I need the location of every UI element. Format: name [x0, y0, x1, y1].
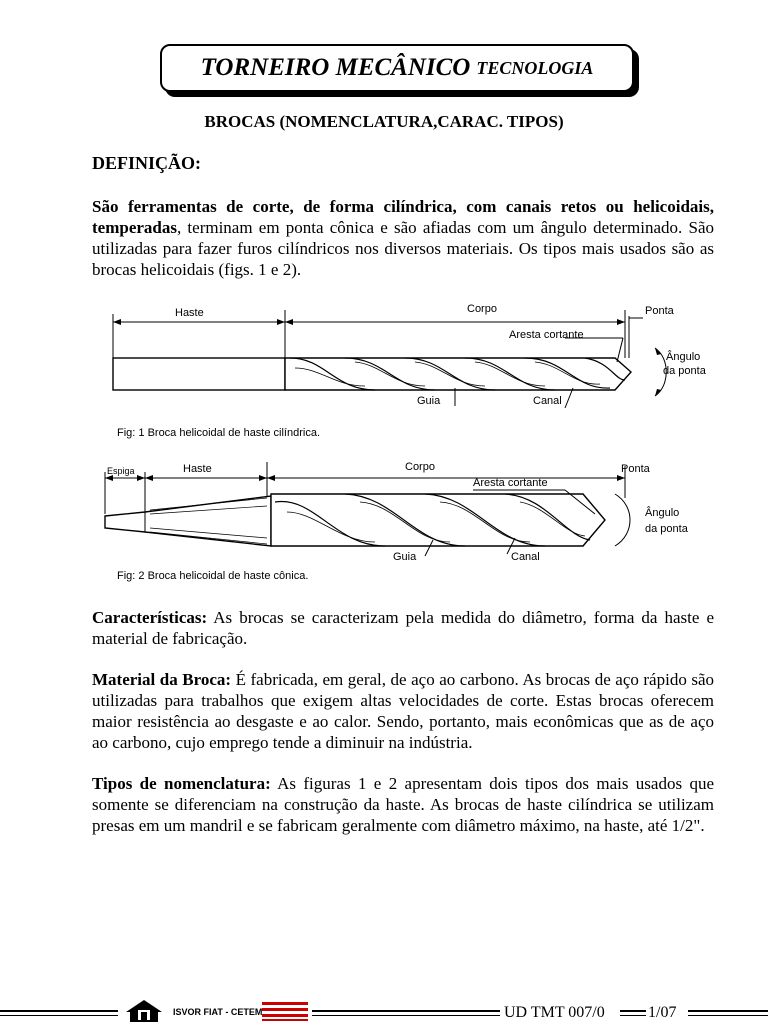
fig2-label-espiga: Espiga	[107, 466, 135, 476]
footer-page-number: 1/07	[648, 1004, 677, 1021]
material-text: É fabricada, em geral, de aço ao carbono. As brocas de aço rápido são utilizadas para trabalhos que exigem altas velocidades de corte. Estas brocas oferecem maior resistência ao desgaste e ao calor. Sendo, portanto, mais econômicas que as de aço ao carbono, cujo emprego tende a diminuir na indústria.	[92, 670, 715, 752]
caracteristicas-label: Características:	[92, 608, 208, 627]
fig1-label-angulo-2: da ponta	[663, 365, 706, 377]
fig2-label-corpo: Corpo	[405, 461, 435, 473]
fig1-label-canal: Canal	[533, 395, 562, 407]
caracteristicas-paragraph	[92, 607, 714, 649]
fig1-label-haste: Haste	[175, 307, 204, 319]
fig2-label-angulo-1: Ângulo	[645, 507, 680, 519]
definition-heading: DEFINIÇÃO:	[92, 153, 202, 173]
fig2-label-ponta: Ponta	[621, 463, 650, 475]
figure-2-drill-diagram	[95, 456, 715, 584]
fiemg-senai-logo-icon	[262, 1000, 308, 1022]
fig2-label-haste: Haste	[183, 463, 212, 475]
definition-paragraph	[92, 196, 714, 280]
tipos-label: Tipos de nomenclatura:	[92, 774, 271, 793]
header-subtitle: TECNOLOGIA	[476, 57, 594, 78]
figure-1-caption: Fig: 1 Broca helicoidal de haste cilíndrica.	[117, 427, 320, 439]
material-paragraph	[92, 669, 714, 753]
fig1-label-ponta: Ponta	[645, 305, 674, 317]
definition-bold: São ferramentas de corte, de forma cilíndrica, com canais retos ou helicoidais, temperadas	[92, 197, 714, 237]
tipos-paragraph	[92, 773, 714, 836]
document-title: BROCAS (NOMENCLATURA,CARAC. TIPOS)	[204, 112, 564, 131]
caracteristicas-text: As brocas se caracterizam pela medida do diâmetro, forma da haste e material de fabricação.	[92, 608, 714, 648]
fig1-label-corpo: Corpo	[467, 303, 497, 315]
definition-text: , terminam em ponta cônica e são afiadas com um ângulo determinado. São utilizadas para fazer furos cilíndricos nos diversos materiais. Os tipos mais usados são as brocas helicoidais (figs. 1 e 2).	[92, 218, 714, 279]
figure-2-caption: Fig: 2 Broca helicoidal de haste cônica.	[117, 570, 309, 582]
header-title: TORNEIRO MECÂNICO	[200, 54, 471, 81]
fig1-label-aresta: Aresta cortante	[509, 329, 584, 341]
figure-1-drill-diagram	[95, 296, 715, 426]
house-logo-icon	[124, 998, 164, 1024]
footer-org: ISVOR FIAT - CETEM	[173, 1007, 263, 1017]
fig2-label-guia: Guia	[393, 551, 417, 563]
fig2-label-canal: Canal	[511, 551, 540, 563]
fig1-label-angulo-1: Ângulo	[666, 351, 701, 363]
page-footer	[0, 996, 768, 1024]
tipos-text: As figuras 1 e 2 apresentam dois tipos dos mais usados que somente se diferenciam na construção da haste. As brocas de haste cilíndrica se utilizam presas em um mandril e se fabricam geralmente com diâmetro máximo, na haste, até 1/2".	[92, 774, 714, 835]
material-label: Material da Broca:	[92, 670, 232, 689]
fig2-label-aresta: Aresta cortante	[473, 477, 548, 489]
header-box	[160, 44, 634, 92]
fig2-label-angulo-2: da ponta	[645, 523, 688, 535]
footer-doc-code: UD TMT 007/0	[504, 1004, 605, 1021]
fig1-label-guia: Guia	[417, 395, 441, 407]
